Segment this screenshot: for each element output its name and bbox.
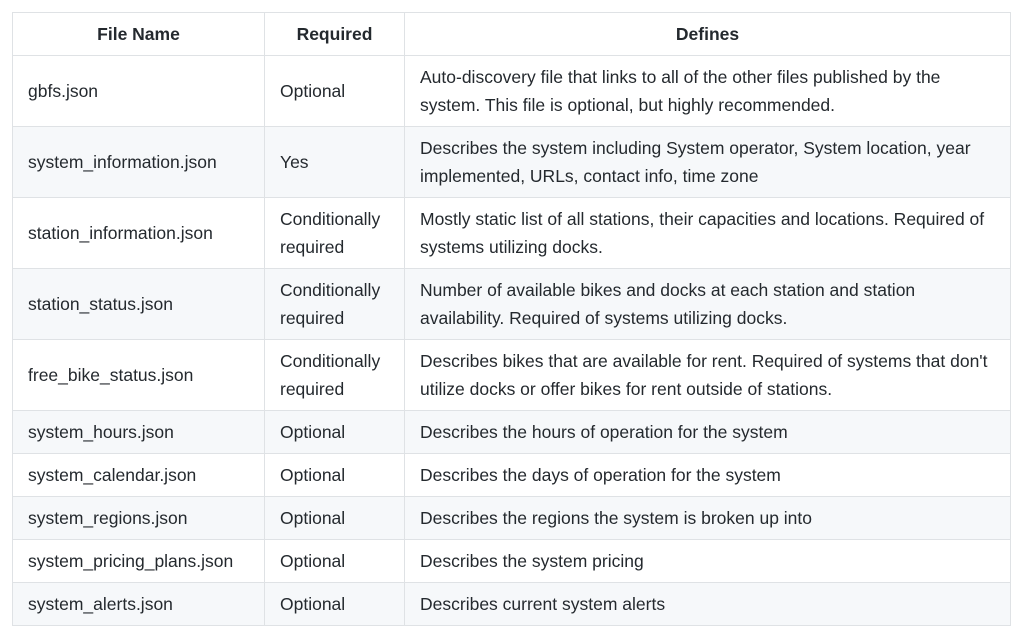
file-name-cell: free_bike_status.json <box>13 340 265 411</box>
header-required: Required <box>265 13 405 56</box>
file-name-cell: system_calendar.json <box>13 454 265 497</box>
table-header-row <box>13 13 1011 56</box>
file-name-cell: system_regions.json <box>13 497 265 540</box>
table-row <box>13 454 1011 497</box>
header-file-name: File Name <box>13 13 265 56</box>
required-cell: Optional <box>265 540 405 583</box>
file-name-cell: gbfs.json <box>13 56 265 127</box>
defines-cell: Describes current system alerts <box>405 583 1011 626</box>
table-row <box>13 583 1011 626</box>
header-defines: Defines <box>405 13 1011 56</box>
required-cell: Conditionally required <box>265 198 405 269</box>
required-cell: Optional <box>265 497 405 540</box>
defines-cell: Describes the system including System operator, System location, year implemented, URLs, contact info, time zone <box>405 127 1011 198</box>
gbfs-files-table <box>12 12 1011 626</box>
defines-cell: Describes the regions the system is broken up into <box>405 497 1011 540</box>
required-cell: Conditionally required <box>265 340 405 411</box>
table-row <box>13 497 1011 540</box>
defines-cell: Number of available bikes and docks at each station and station availability. Required of systems utilizing docks. <box>405 269 1011 340</box>
table-row <box>13 540 1011 583</box>
file-name-cell: station_status.json <box>13 269 265 340</box>
table-row <box>13 411 1011 454</box>
required-cell: Optional <box>265 454 405 497</box>
file-name-cell: system_hours.json <box>13 411 265 454</box>
required-cell: Optional <box>265 411 405 454</box>
table-row <box>13 127 1011 198</box>
table-row <box>13 198 1011 269</box>
table-row <box>13 56 1011 127</box>
table-row <box>13 269 1011 340</box>
required-cell: Conditionally required <box>265 269 405 340</box>
defines-cell: Describes the days of operation for the system <box>405 454 1011 497</box>
table-row <box>13 340 1011 411</box>
required-cell: Optional <box>265 56 405 127</box>
defines-cell: Auto-discovery file that links to all of the other files published by the system. This file is optional, but highly recommended. <box>405 56 1011 127</box>
required-cell: Optional <box>265 583 405 626</box>
file-name-cell: station_information.json <box>13 198 265 269</box>
file-name-cell: system_pricing_plans.json <box>13 540 265 583</box>
gbfs-files-table-container <box>12 12 1011 626</box>
file-name-cell: system_information.json <box>13 127 265 198</box>
defines-cell: Mostly static list of all stations, their capacities and locations. Required of systems utilizing docks. <box>405 198 1011 269</box>
defines-cell: Describes bikes that are available for rent. Required of systems that don't utilize docks or offer bikes for rent outside of stations. <box>405 340 1011 411</box>
file-name-cell: system_alerts.json <box>13 583 265 626</box>
required-cell: Yes <box>265 127 405 198</box>
defines-cell: Describes the hours of operation for the system <box>405 411 1011 454</box>
defines-cell: Describes the system pricing <box>405 540 1011 583</box>
